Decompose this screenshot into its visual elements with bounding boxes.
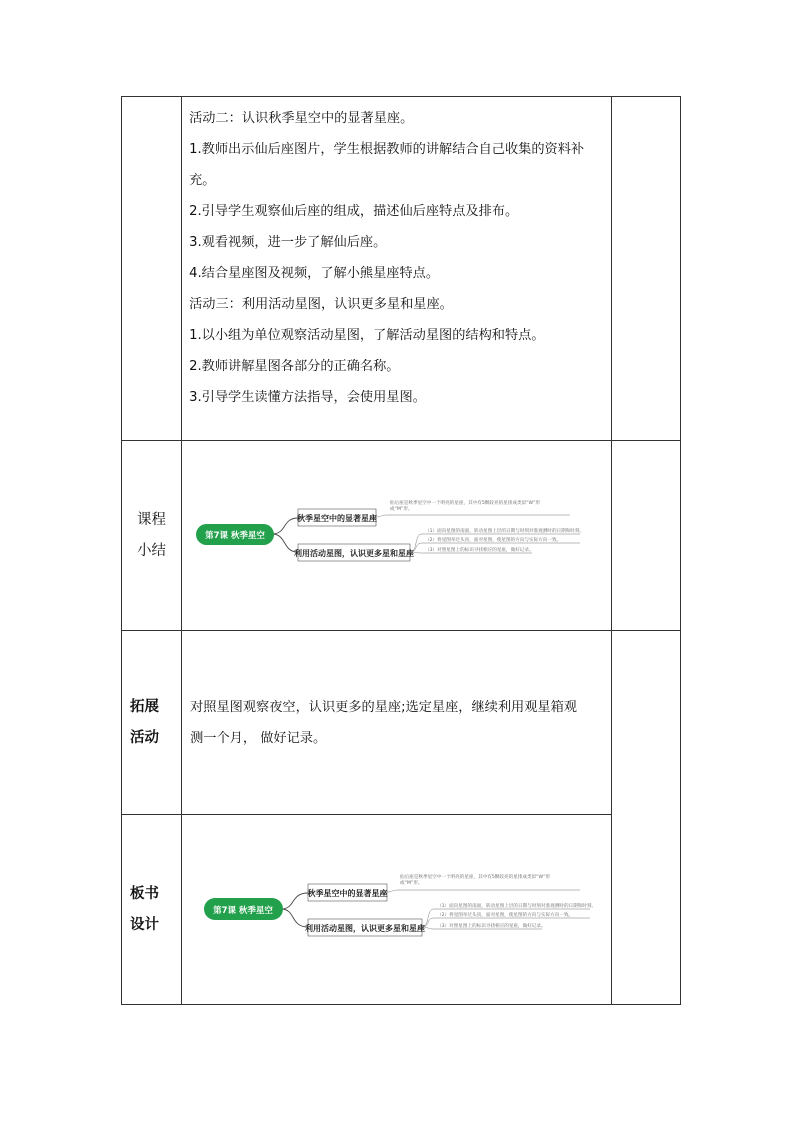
extension-notes-cell <box>611 631 680 1005</box>
activity-line: 2.引导学生观察仙后座的组成，描述仙后座特点及排布。 <box>189 204 519 219</box>
activity-line: 2.教师讲解星图各部分的正确名称。 <box>189 359 400 374</box>
summary-notes-cell <box>611 441 680 631</box>
mind-map-root: 第7课 秋季星空 <box>213 905 274 916</box>
activities-row <box>122 97 681 441</box>
summary-label-cell <box>122 441 182 631</box>
summary-mind-map <box>182 496 610 576</box>
extension-content-cell <box>182 631 612 815</box>
mind-map-item: （3）对照星图上的标识寻找相应的星座，做好记录。 <box>425 547 534 553</box>
extension-label-cell <box>122 631 182 815</box>
activity-line: 充。 <box>189 173 216 188</box>
board-label-cell <box>122 815 182 1005</box>
summary-content-cell <box>182 441 612 631</box>
mind-map-branch1-note: 仙后座是秋季星空中一个明亮的星座，其中有5颗较亮的星排成类似“W”形 <box>390 500 541 506</box>
activity-line: 1.教师出示仙后座图片，学生根据教师的讲解结合自己收集的资料补 <box>189 142 585 157</box>
mind-map-item: （2）将星图举过头顶，面对星图，使星图的方向与实际方向一致。 <box>425 537 562 543</box>
mind-map-branch1-note: 或“M”形。 <box>400 880 423 886</box>
mind-map-item: （2）将星图举过头顶，面对星图，使星图的方向与实际方向一致。 <box>437 912 574 918</box>
summary-label: 课程 小结 <box>137 511 167 559</box>
activity-line: 3.引导学生读懂方法指导，会使用星图。 <box>189 390 426 405</box>
summary-row <box>122 441 681 631</box>
board-row <box>122 815 681 1005</box>
board-content-cell <box>182 815 612 1005</box>
extension-text: 对照星图观察夜空，认识更多的星座;选定星座，继续利用观星箱观 <box>190 699 577 715</box>
mind-map-branch1-note: 仙后座是秋季星空中一个明亮的星座，其中有5颗较亮的星排成类似“W”形 <box>400 874 551 880</box>
activities-notes-cell <box>611 97 680 441</box>
extension-row <box>122 631 681 815</box>
activity-line: 3.观看视频，进一步了解仙后座。 <box>189 235 387 250</box>
mind-map-item: （1）面向星图的南面，转动星图上层的日期与时刻对准观测时的日期和时刻。 <box>425 528 585 534</box>
board-label: 板书 设计 <box>130 885 159 933</box>
extension-text: 测一个月， 做好记录。 <box>190 730 327 746</box>
activity-line: 1.以小组为单位观察活动星图，了解活动星图的结构和特点。 <box>189 328 545 343</box>
mind-map-branch1: 秋季星空中的显著星座 <box>307 888 388 898</box>
board-mind-map <box>182 869 610 951</box>
activity-line: 4.结合星座图及视频，了解小熊星座特点。 <box>189 266 440 281</box>
activity-line: 活动三：利用活动星图，认识更多星和星座。 <box>189 297 453 312</box>
mind-map-branch2: 利用活动星图，认识更多星和星座 <box>294 548 415 558</box>
activity-line: 活动二：认识秋季星空中的显著星座。 <box>189 111 414 126</box>
mind-map-branch1: 秋季星空中的显著星座 <box>297 513 378 523</box>
extension-label: 拓展 活动 <box>130 698 159 746</box>
mind-map-item: （1）面向星图的南面，转动星图上层的日期与时刻对准观测时的日期和时刻。 <box>437 903 597 909</box>
activities-label-cell <box>122 97 182 441</box>
mind-map-branch2: 利用活动星图，认识更多星和星座 <box>305 923 426 933</box>
mind-map-branch1-note: 或“M”形。 <box>390 506 413 512</box>
lesson-plan-table <box>121 96 681 1005</box>
activities-content-cell <box>182 97 612 441</box>
mind-map-root: 第7课 秋季星空 <box>205 530 266 541</box>
mind-map-item: （3）对照星图上的标识寻找相应的星座，做好记录。 <box>437 923 546 929</box>
